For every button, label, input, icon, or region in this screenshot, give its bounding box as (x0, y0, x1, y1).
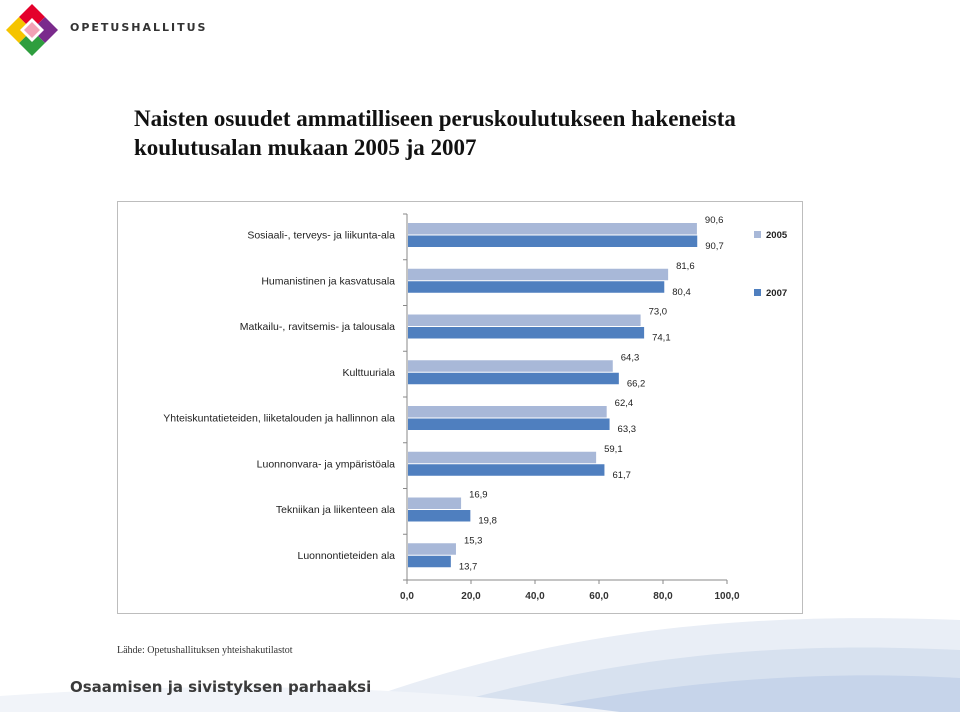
bar-chart (118, 202, 804, 615)
category-label: Sosiaali-, terveys- ja liikunta-ala (247, 229, 395, 242)
bar-2007 (408, 419, 610, 431)
data-label-2005: 59,1 (604, 443, 623, 455)
chart-frame (117, 201, 803, 614)
bar-2007 (408, 236, 697, 248)
category-label: Luonnontieteiden ala (297, 549, 395, 562)
data-label-2005: 81,6 (676, 260, 695, 272)
org-name: OPETUSHALLITUS (70, 21, 208, 34)
data-label-2005: 16,9 (469, 489, 488, 501)
bar-2005 (408, 406, 607, 418)
category-label: Luonnonvara- ja ympäristöala (256, 458, 395, 471)
data-label-2007: 61,7 (612, 469, 631, 481)
data-label-2007: 80,4 (672, 286, 691, 298)
legend-swatch-2005 (754, 231, 761, 238)
x-tick-label: 80,0 (653, 591, 673, 602)
x-tick-label: 20,0 (461, 591, 481, 602)
bar-2005 (408, 452, 596, 464)
bar-2007 (408, 373, 619, 385)
category-label: Humanistinen ja kasvatusala (261, 275, 395, 288)
data-label-2005: 73,0 (648, 306, 668, 318)
data-label-2007: 66,2 (626, 378, 646, 390)
slogan: Osaamisen ja sivistyksen parhaaksi (70, 678, 372, 696)
bar-2007 (408, 281, 664, 293)
data-label-2007: 63,3 (617, 424, 637, 435)
data-label-2005: 62,4 (614, 398, 634, 409)
bar-2007 (408, 556, 451, 568)
legend-label-2007: 2007 (766, 288, 788, 299)
legend-swatch-2007 (754, 289, 761, 296)
diamond-logo-icon (4, 2, 60, 58)
bar-2005 (408, 498, 461, 510)
bar-2005 (408, 543, 456, 555)
x-tick-label: 60,0 (589, 591, 609, 602)
bar-2007 (408, 327, 644, 339)
data-label-2007: 74,1 (652, 332, 671, 344)
data-label-2005: 90,6 (704, 215, 724, 226)
bar-2005 (408, 223, 697, 235)
legend-label-2005: 2005 (766, 230, 788, 241)
slide-title (134, 104, 854, 162)
category-label: Tekniikan ja liikenteen ala (275, 504, 395, 516)
x-tick-label: 0,0 (400, 591, 414, 602)
category-label: Matkailu-, ravitsemis- ja talousala (239, 321, 395, 333)
x-tick-label: 100,0 (714, 591, 740, 602)
slide-title-line-2: koulutusalan mukaan 2005 ja 2007 (134, 135, 477, 160)
bar-2005 (408, 315, 641, 327)
data-label-2007: 19,8 (478, 515, 497, 527)
data-label-2007: 13,7 (458, 561, 478, 573)
bar-2005 (408, 360, 613, 372)
source-note: Lähde: Opetushallituksen yhteishakutilastot (117, 645, 293, 656)
category-label: Yhteiskuntatieteiden, liiketalouden ja hallinnon ala (163, 412, 395, 425)
bar-2007 (408, 510, 470, 522)
data-label-2005: 64,3 (620, 352, 640, 364)
slide-title-line-1: Naisten osuudet ammatilliseen peruskoulutukseen hakeneista (134, 106, 736, 131)
x-tick-label: 40,0 (525, 591, 545, 602)
category-label: Kulttuuriala (342, 366, 395, 379)
bar-2007 (408, 464, 604, 476)
data-label-2007: 90,7 (705, 241, 724, 252)
data-label-2005: 15,3 (463, 535, 483, 547)
bar-2005 (408, 269, 668, 281)
